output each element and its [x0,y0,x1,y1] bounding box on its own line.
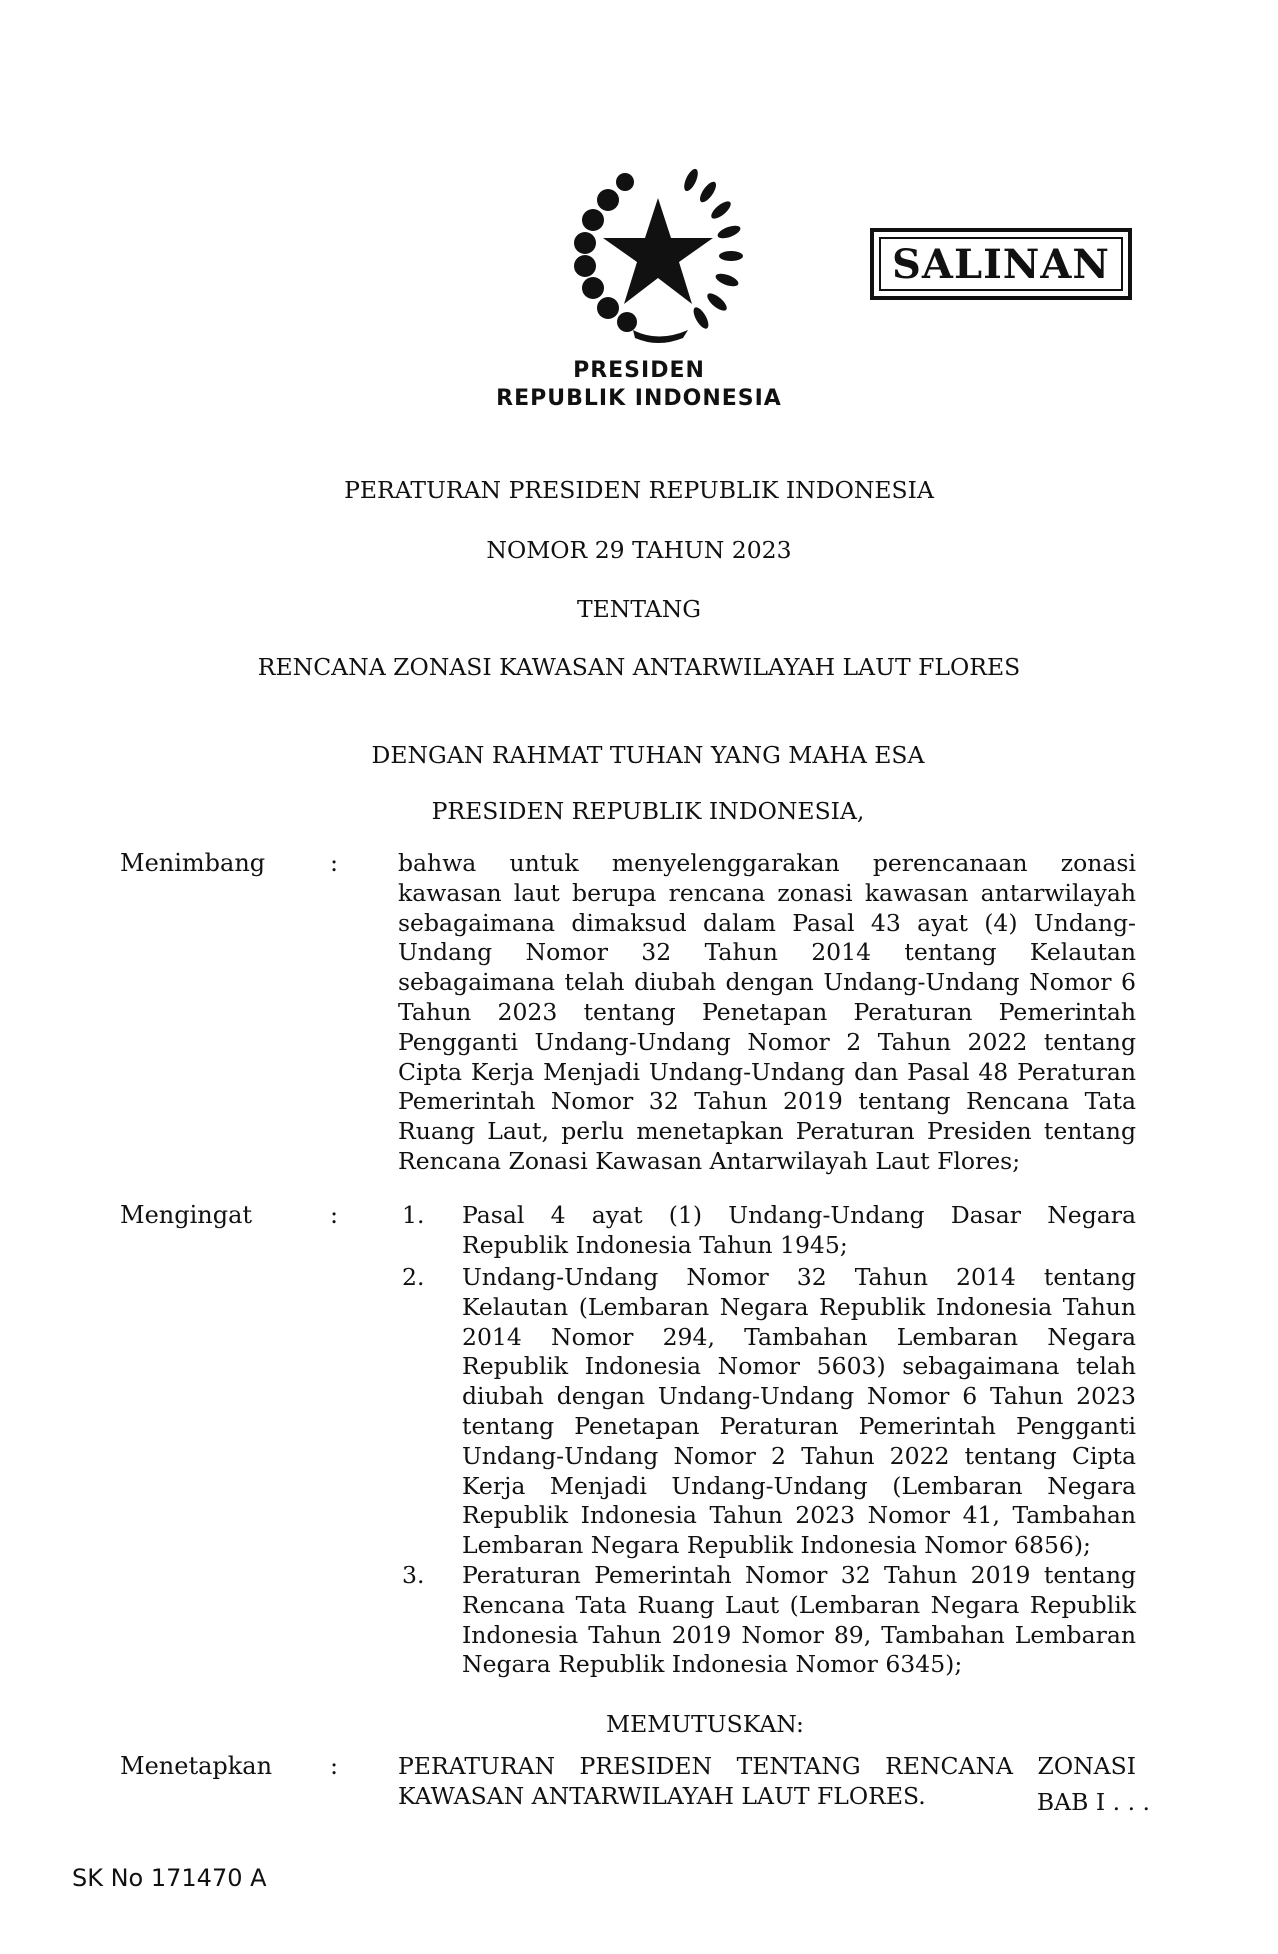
issuer-line-1: PRESIDEN [573,358,705,383]
mengingat-item-number: 2. [402,1263,425,1291]
regulation-number: NOMOR 29 TAHUN 2023 [486,536,792,564]
mengingat-item-number: 3. [402,1561,425,1589]
footer-reference: SK No 171470 A [72,1864,267,1892]
mengingat-item-text: Undang-Undang Nomor 32 Tahun 2014 tentang Kelautan (Lembaran Negara Republik Indonesia Tahun 2014 Nomor 294, Tambahan Lembaran Negara Republik Indonesia Nomor 5603) sebagaimana telah diubah dengan Undang-Undang Nomor 6 Tahun 2023 tentang Penetapan Peraturan Pemerintah Pengganti Undang-Undang Nomor 2 Tahun 2022 tentang Cipta Kerja Menjadi Undang-Undang (Lembaran Negara Republik Indonesia Tahun 2023 Nomor 41, Tambahan Lembaran Negara Republik Indonesia Nomor 6856); [462,1263,1136,1560]
issuer-line-2: REPUBLIK INDONESIA [496,386,782,411]
menetapkan-colon: : [330,1752,339,1780]
regulation-tentang: TENTANG [576,595,702,623]
menetapkan-text: PERATURAN PRESIDEN TENTANG RENCANA ZONASI KAWASAN ANTARWILAYAH LAUT FLORES. [398,1752,1136,1810]
preamble-line-1: DENGAN RAHMAT TUHAN YANG MAHA ESA [371,741,925,769]
menetapkan-label: Menetapkan [120,1752,273,1780]
mengingat-item-text: Pasal 4 ayat (1) Undang-Undang Dasar Negara Republik Indonesia Tahun 1945; [462,1201,1136,1259]
menimbang-text: bahwa untuk menyelenggarakan perencanaan zonasi kawasan laut berupa rencana zonasi kawasan antarwilayah sebagaimana dimaksud dalam Pasal 43 ayat (4) Undang-Undang Nomor 32 Tahun 2014 tentang Kelautan sebagaimana telah diubah dengan Undang-Undang Nomor 6 Tahun 2023 tentang Penetapan Peraturan Pemerintah Pengganti Undang-Undang Nomor 2 Tahun 2022 tentang Cipta Kerja Menjadi Undang-Undang dan Pasal 48 Peraturan Pemerintah Nomor 32 Tahun 2019 tentang Rencana Tata Ruang Laut, perlu menetapkan Peraturan Presiden tentang Rencana Zonasi Kawasan Antarwilayah Laut Flores; [398,849,1136,1175]
continuation-marker: BAB I . . . [1036,1788,1150,1816]
mengingat-label: Mengingat [120,1201,253,1229]
menimbang-label: Menimbang [120,849,266,877]
mengingat-colon: : [330,1201,339,1229]
presidential-emblem-icon [563,158,753,348]
salinan-stamp-text: SALINAN [892,240,1110,288]
regulation-title: PERATURAN PRESIDEN REPUBLIK INDONESIA [344,476,934,504]
preamble-line-2: PRESIDEN REPUBLIK INDONESIA, [431,797,865,825]
memutuskan-heading: MEMUTUSKAN: [606,1710,804,1738]
mengingat-item-number: 1. [402,1201,425,1229]
regulation-subject: RENCANA ZONASI KAWASAN ANTARWILAYAH LAUT FLORES [257,653,1021,681]
mengingat-item-text: Peraturan Pemerintah Nomor 32 Tahun 2019 tentang Rencana Tata Ruang Laut (Lembaran Negara Republik Indonesia Tahun 2019 Nomor 89, Tambahan Lembaran Negara Republik Indonesia Nomor 6345); [462,1561,1136,1679]
menimbang-colon: : [330,849,339,877]
salinan-stamp [870,228,1132,300]
